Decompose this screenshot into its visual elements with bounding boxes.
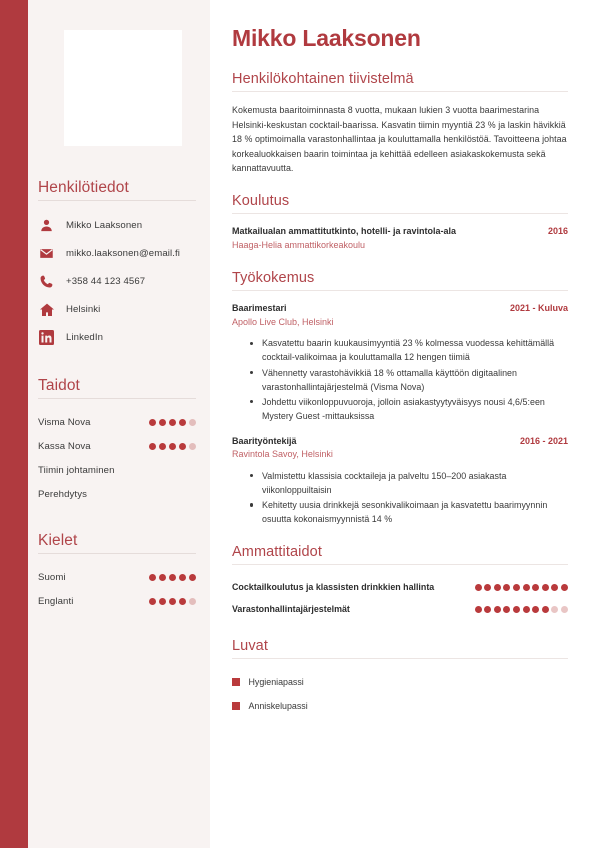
rating-dot: [159, 419, 166, 426]
rating-dot: [189, 443, 196, 450]
rating-dot: [149, 598, 156, 605]
entry-subtitle: Ravintola Savoy, Helsinki: [232, 449, 333, 460]
skill-label: Tiimin johtaminen: [38, 464, 115, 476]
rating-dot: [149, 419, 156, 426]
experience-entry: [232, 302, 568, 422]
linkedin-icon: [38, 329, 55, 346]
rating-dot: [189, 419, 196, 426]
rating-dot: [542, 584, 549, 591]
sidebar-heading-personal: Henkilötiedot: [38, 179, 129, 196]
skill-row: [38, 482, 196, 506]
professional-skill-rating-dots: [475, 606, 568, 613]
sidebar-section-skills: [38, 377, 196, 506]
entry-subtitle: Apollo Live Club, Helsinki: [232, 316, 334, 327]
rating-dot: [159, 598, 166, 605]
section-experience: [232, 270, 568, 526]
divider: [232, 290, 568, 291]
language-row: [38, 589, 196, 613]
language-rating-dots: [149, 598, 196, 605]
rating-dot: [532, 584, 539, 591]
entry-title: Baarimestari: [232, 303, 287, 314]
page-title: Mikko Laaksonen: [232, 25, 421, 51]
bullet-item: Kasvatettu baarin kuukausimyyntiä 23 % kolmessa vuodessa kehittämällä cocktail-valikoimaa ja kouluttamalla 12 hengen tiimiä: [250, 336, 568, 364]
contact-row-linkedin[interactable]: [38, 324, 196, 351]
entry-title: Matkailualan ammattitutkinto, hotelli- ja ravintola-ala: [232, 226, 457, 237]
rating-dot: [561, 584, 568, 591]
professional-skill-row: [232, 598, 568, 620]
entry-header: [232, 225, 568, 239]
summary-text: Kokemusta baaritoiminnasta 8 vuotta, mukaan lukien 3 vuotta baarimestarina Helsinki-keskustan cocktail-baarissa. Kasvatin tiimin myyntiä 23 % ja laskin hävikkiä 18 % optimoimalla varastonhallintaa ja kouluttamalla henkilöstöä. Tavoitteena johtaa korkealuokkaisen baarin toimintaa ja kehittää edelleen asiakaskokemusta sekä kannattavuutta.: [232, 105, 567, 173]
rating-dot: [189, 574, 196, 581]
divider: [38, 553, 196, 554]
rating-dot: [503, 584, 510, 591]
section-heading-experience: Työkokemus: [232, 270, 315, 287]
square-bullet-icon: [232, 702, 240, 710]
rating-dot: [551, 584, 558, 591]
rating-dot: [475, 606, 482, 613]
rating-dot: [169, 443, 176, 450]
rating-dot: [513, 606, 520, 613]
rating-dot: [551, 606, 558, 613]
entry-header: [232, 302, 568, 316]
language-label: Suomi: [38, 571, 66, 583]
main-content: [210, 0, 600, 848]
sidebar-section-languages: [38, 532, 196, 613]
rating-dot: [159, 443, 166, 450]
entry-title: Baarityöntekijä: [232, 435, 297, 446]
rating-dot: [179, 419, 186, 426]
sidebar: [28, 0, 210, 848]
entry-header: [232, 435, 568, 449]
rating-dot: [542, 606, 549, 613]
left-accent-stripe: [0, 0, 28, 848]
language-row: [38, 565, 196, 589]
entry-bullets: [232, 336, 568, 422]
rating-dot: [179, 574, 186, 581]
bullet-item: Johdettu viikonloppuvuoroja, jolloin asiakastyytyväisyys nousi 4,6/5:een Mystery Guest -mittauksissa: [250, 395, 568, 423]
section-heading-licences: Luvat: [232, 638, 268, 655]
licence-label: Anniskelupassi: [248, 701, 308, 712]
home-icon: [38, 301, 55, 318]
divider: [232, 564, 568, 565]
rating-dot: [149, 574, 156, 581]
skill-row: [38, 458, 196, 482]
profile-photo-placeholder: [64, 30, 182, 146]
rating-dot: [523, 584, 530, 591]
rating-dot: [561, 606, 568, 613]
person-icon: [38, 217, 55, 234]
rating-dot: [169, 419, 176, 426]
sidebar-heading-languages: Kielet: [38, 532, 78, 549]
contact-value: mikko.laaksonen@email.fi: [66, 247, 180, 259]
section-licences: [232, 638, 568, 718]
professional-skill-label: Varastonhallintajärjestelmät: [232, 604, 350, 615]
rating-dot: [532, 606, 539, 613]
square-bullet-icon: [232, 678, 240, 686]
rating-dot: [179, 598, 186, 605]
rating-dot: [189, 598, 196, 605]
rating-dot: [523, 606, 530, 613]
section-heading-professional-skills: Ammattitaidot: [232, 544, 322, 561]
professional-skill-row: [232, 576, 568, 598]
divider: [232, 658, 568, 659]
section-professional-skills: [232, 544, 568, 620]
section-summary: [232, 71, 568, 175]
entry-date: 2016: [547, 226, 568, 237]
rating-dot: [475, 584, 482, 591]
rating-dot: [484, 584, 491, 591]
rating-dot: [159, 574, 166, 581]
section-heading-summary: Henkilökohtainen tiivistelmä: [232, 71, 414, 88]
divider: [38, 200, 196, 201]
skill-label: Kassa Nova: [38, 440, 91, 452]
rating-dot: [484, 606, 491, 613]
phone-icon: [38, 273, 55, 290]
entry-date: 2021 - Kuluva: [509, 303, 568, 314]
section-heading-education: Koulutus: [232, 193, 290, 210]
rating-dot: [149, 443, 156, 450]
skill-row: [38, 434, 196, 458]
education-entry: [232, 225, 568, 252]
contact-row-email[interactable]: [38, 240, 196, 267]
professional-skill-rating-dots: [475, 584, 568, 591]
licence-row: [232, 670, 568, 694]
rating-dot: [169, 574, 176, 581]
entry-subtitle: Haaga-Helia ammattikorkeakoulu: [232, 239, 366, 250]
divider: [232, 91, 568, 92]
contact-value: LinkedIn: [66, 331, 104, 343]
section-education: [232, 193, 568, 252]
bullet-item: Kehitetty uusia drinkkejä sesonkivalikoimaan ja kasvatettu baarimyynnin osuutta kokonaismyynnistä 14 %: [250, 498, 568, 526]
envelope-icon: [38, 245, 55, 262]
skill-label: Visma Nova: [38, 416, 91, 428]
rating-dot: [513, 584, 520, 591]
contact-row-phone[interactable]: [38, 268, 196, 295]
skill-row: [38, 410, 196, 434]
contact-value: +358 44 123 4567: [66, 275, 146, 287]
contact-value: Mikko Laaksonen: [66, 219, 143, 231]
rating-dot: [494, 584, 501, 591]
rating-dot: [179, 443, 186, 450]
rating-dot: [503, 606, 510, 613]
entry-date: 2016 - 2021: [519, 435, 568, 446]
bullet-item: Valmistettu klassisia cocktaileja ja palveltu 150–200 asiakasta viikonloppuiltaisin: [250, 469, 568, 497]
sidebar-heading-skills: Taidot: [38, 377, 80, 394]
licence-row: [232, 694, 568, 718]
rating-dot: [169, 598, 176, 605]
rating-dot: [494, 606, 501, 613]
language-label: Englanti: [38, 595, 74, 607]
experience-entry: [232, 435, 568, 526]
divider: [232, 213, 568, 214]
contact-value: Helsinki: [66, 303, 101, 315]
sidebar-section-personal: [38, 179, 196, 351]
skill-rating-dots: [149, 419, 196, 426]
language-rating-dots: [149, 574, 196, 581]
skill-label: Perehdytys: [38, 488, 87, 500]
skill-rating-dots: [149, 443, 196, 450]
professional-skill-label: Cocktailkoulutus ja klassisten drinkkien hallinta: [232, 582, 435, 593]
contact-row-location: [38, 296, 196, 323]
entry-bullets: [232, 469, 568, 526]
licence-label: Hygieniapassi: [248, 677, 304, 688]
contact-row-name: [38, 212, 196, 239]
bullet-item: Vähennetty varastohävikkiä 18 % ottamalla käyttöön digitaalinen varastonhallintajärjestelmä (Visma Nova): [250, 366, 568, 394]
divider: [38, 398, 196, 399]
